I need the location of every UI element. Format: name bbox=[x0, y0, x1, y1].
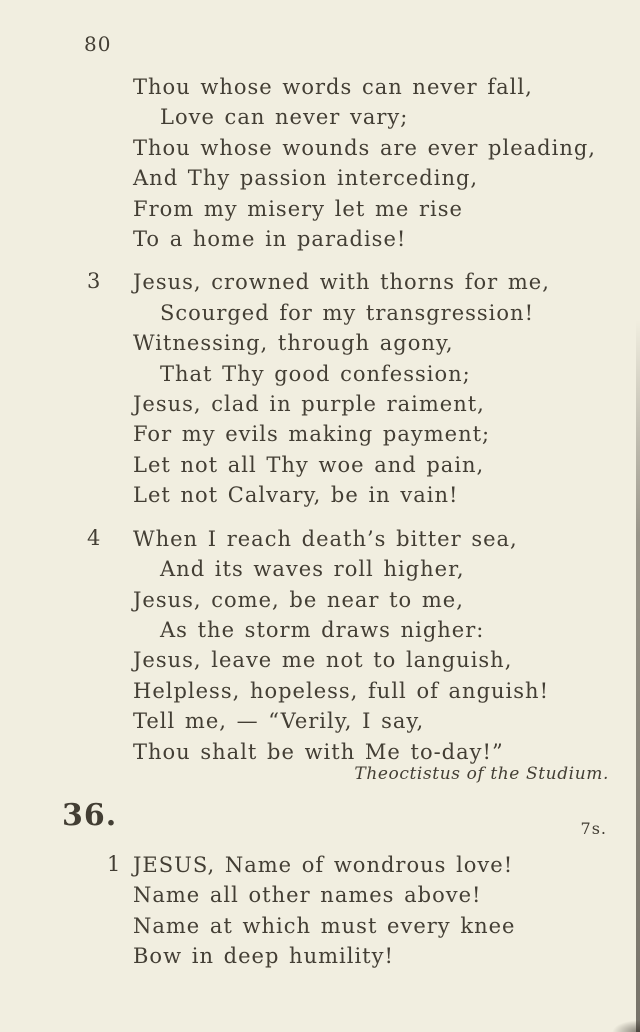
author-attribution: Theoctistus of the Studium. bbox=[354, 764, 609, 784]
poem-line: Tell me, — “Verily, I say, bbox=[133, 709, 425, 734]
scan-edge-shadow bbox=[636, 320, 640, 1032]
poem-line: Thou whose words can never fall, bbox=[133, 75, 533, 99]
poem-line: Thou shalt be with Me to-day!” bbox=[133, 739, 504, 764]
hymn-meter: 7s. bbox=[580, 819, 607, 838]
hymn-36-stanzas bbox=[107, 850, 516, 985]
poem-line: That Thy good confession; bbox=[160, 361, 471, 386]
poem-line: Jesus, crowned with thorns for me, bbox=[133, 270, 550, 295]
poem-line: Bow in deep humility! bbox=[133, 944, 394, 969]
stanza-number: 3 bbox=[87, 269, 101, 294]
poem-line: Thou whose wounds are ever pleading, bbox=[133, 135, 596, 160]
poem-line: JESUS, Name of wondrous love! bbox=[133, 853, 514, 877]
poem-line: And its waves roll higher, bbox=[160, 557, 465, 582]
poem-line: From my misery let me rise bbox=[133, 196, 463, 221]
hymn-continuation-stanzas bbox=[87, 72, 596, 780]
stanza bbox=[133, 72, 596, 254]
stanza bbox=[87, 524, 596, 767]
poem-line: Love can never vary; bbox=[160, 105, 409, 130]
poem-line: Name at which must every knee bbox=[133, 913, 516, 938]
hymn-header bbox=[62, 798, 609, 844]
stanza-number: 1 bbox=[107, 852, 121, 876]
scan-corner-mark bbox=[612, 1020, 640, 1032]
poem-line: To a home in paradise! bbox=[133, 227, 407, 252]
poem-line: Let not all Thy woe and pain, bbox=[133, 452, 485, 477]
poem-line: Helpless, hopeless, full of anguish! bbox=[133, 678, 550, 703]
poem-line: Witnessing, through agony, bbox=[133, 331, 454, 356]
stanza bbox=[87, 267, 596, 510]
poem-line: When I reach death’s bitter sea, bbox=[133, 526, 518, 551]
page-number: 80 bbox=[84, 32, 112, 56]
poem-line: As the storm draws nigher: bbox=[160, 617, 485, 642]
hymn-number: 36. bbox=[62, 798, 118, 833]
poem-line: Jesus, come, be near to me, bbox=[133, 587, 464, 612]
poem-line: Let not Calvary, be in vain! bbox=[133, 483, 459, 508]
poem-line: Jesus, clad in purple raiment, bbox=[133, 392, 485, 417]
poem-line: And Thy passion interceding, bbox=[133, 166, 479, 191]
poem-line: Name all other names above! bbox=[133, 883, 482, 908]
poem-line: Jesus, leave me not to languish, bbox=[133, 648, 513, 673]
poem-line: For my evils making payment; bbox=[133, 422, 491, 447]
stanza-number: 4 bbox=[87, 525, 101, 550]
poem-line: Scourged for my transgression! bbox=[160, 300, 535, 325]
stanza bbox=[107, 850, 516, 972]
